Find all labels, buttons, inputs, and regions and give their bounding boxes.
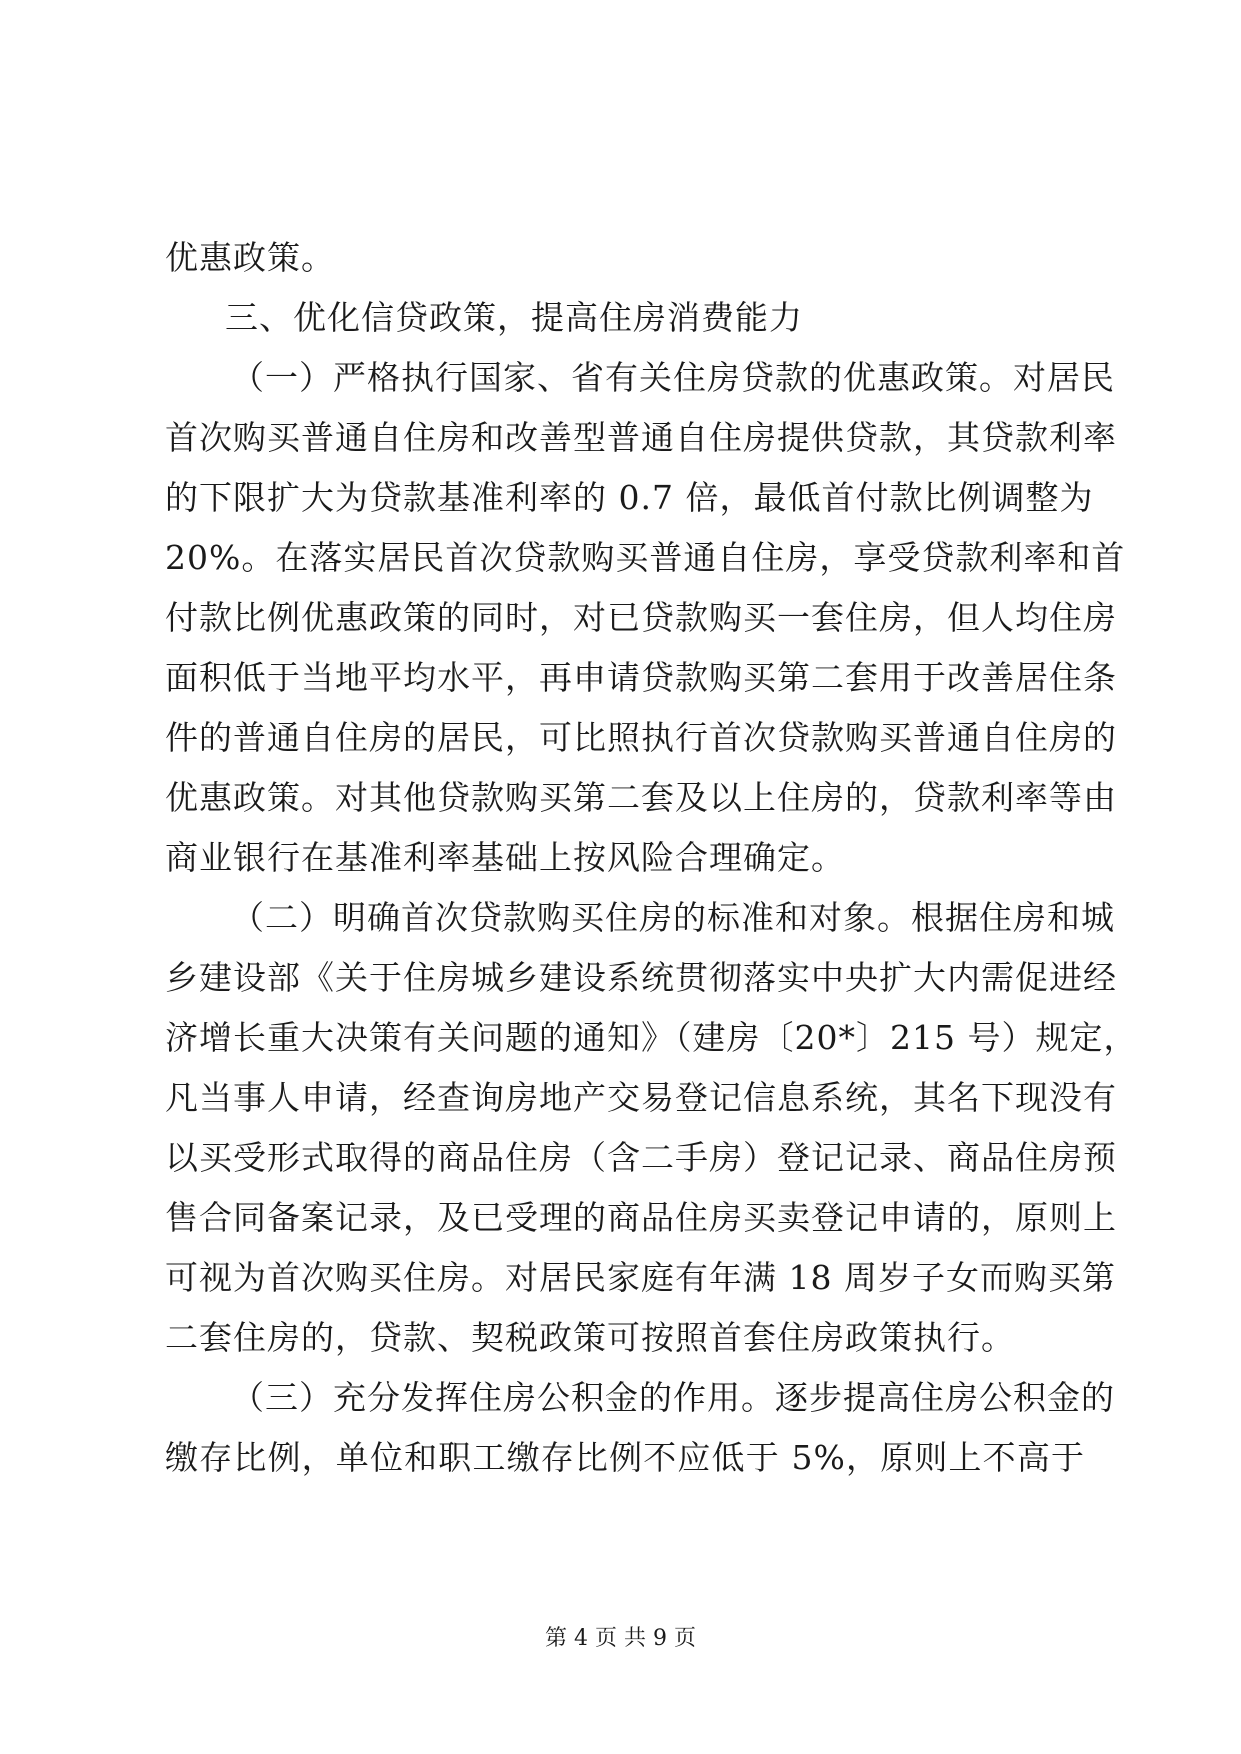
text-line: 乡建设部《关于住房城乡建设系统贯彻落实中央扩大内需促进经	[165, 958, 1117, 997]
text-line: 优惠政策。对其他贷款购买第二套及以上住房的，贷款利率等由	[165, 778, 1117, 817]
text-line: 首次购买普通自住房和改善型普通自住房提供贷款，其贷款利率	[165, 418, 1117, 457]
text-line: 售合同备案记录，及已受理的商品住房买卖登记申请的，原则上	[165, 1198, 1117, 1237]
text-line: 20%。在落实居民首次贷款购买普通自住房，享受贷款利率和首	[165, 538, 1126, 577]
page-number-footer: 第 4 页 共 9 页	[545, 1626, 696, 1651]
text-line: （二）明确首次贷款购买住房的标准和对象。根据住房和城	[231, 898, 1115, 937]
text-line: 面积低于当地平均水平，再申请贷款购买第二套用于改善居住条	[165, 658, 1117, 697]
section-heading: 三、优化信贷政策，提高住房消费能力	[225, 298, 803, 337]
text-line: 凡当事人申请，经查询房地产交易登记信息系统，其名下现没有	[165, 1078, 1117, 1117]
text-line: 优惠政策。	[165, 238, 335, 277]
text-line: （三）充分发挥住房公积金的作用。逐步提高住房公积金的	[231, 1378, 1115, 1417]
text-line: 件的普通自住房的居民，可比照执行首次贷款购买普通自住房的	[165, 718, 1117, 757]
text-line: 二套住房的，贷款、契税政策可按照首套住房政策执行。	[165, 1318, 1015, 1357]
text-line: 济增长重大决策有关问题的通知》（建房〔20*〕215 号）规定，	[165, 1018, 1138, 1057]
text-line: 的下限扩大为贷款基准利率的 0.7 倍，最低首付款比例调整为	[165, 478, 1094, 517]
text-line: 以买受形式取得的商品住房（含二手房）登记记录、商品住房预	[165, 1138, 1117, 1177]
text-line: （一）严格执行国家、省有关住房贷款的优惠政策。对居民	[231, 358, 1115, 397]
text-line: 付款比例优惠政策的同时，对已贷款购买一套住房，但人均住房	[165, 598, 1117, 637]
text-line: 可视为首次购买住房。对居民家庭有年满 18 周岁子女而购买第	[165, 1258, 1116, 1297]
document-body	[165, 228, 1138, 1488]
text-line: 缴存比例，单位和职工缴存比例不应低于 5%，原则上不高于	[165, 1438, 1085, 1477]
text-line: 商业银行在基准利率基础上按风险合理确定。	[165, 838, 845, 877]
